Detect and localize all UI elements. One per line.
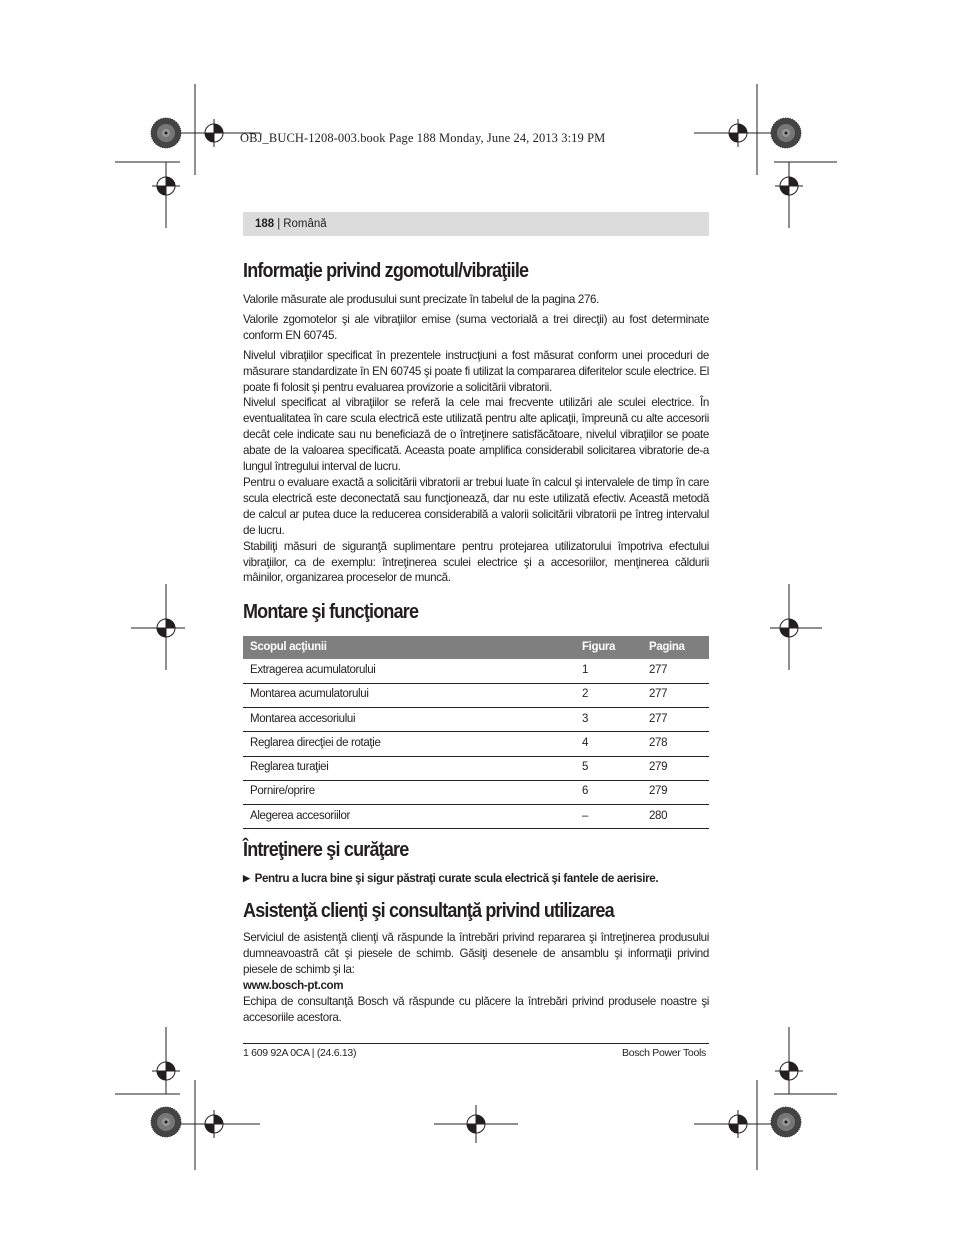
table-row xyxy=(243,780,709,804)
cell-figure: 5 xyxy=(575,756,642,780)
table-row xyxy=(243,707,709,731)
cell-action: Reglarea direcţiei de rotaţie xyxy=(243,732,575,756)
footer-brand: Bosch Power Tools xyxy=(621,1047,706,1059)
heading-assembly-operation: Montare şi funcţionare xyxy=(243,601,419,624)
cell-page: 277 xyxy=(642,683,709,707)
cell-figure: 2 xyxy=(575,683,642,707)
column-header: Scopul acţiunii xyxy=(243,636,575,659)
cell-action: Extragerea acumulatorului xyxy=(243,659,575,683)
paragraph: Nivelul vibraţiilor specificat în prezentele instrucţiuni a fost măsurat conform unei proceduri de măsurare standardizate în EN 60745 şi poate fi utilizat la compararea diferitelor scule electrice. El poate fi folosit şi pentru evaluarea provizorie a solicitării vibratorii. xyxy=(243,348,709,394)
cell-page: 277 xyxy=(642,707,709,731)
paragraph: Valorile măsurate ale produsului sunt precizate în tabelul de la pagina 276. xyxy=(243,293,600,306)
paragraph: Stabiliţi măsuri de siguranţă suplimentare pentru protejarea utilizatorului împotriva efectului vibraţiilor, ca de exemplu: întreţinerea sculei electrice şi a accesoriilor, menţinerea căldurii mâinilor, organizarea proceselor de muncă. xyxy=(243,539,709,585)
page-number: 188 xyxy=(255,218,275,230)
paragraph: Nivelul specificat al vibraţiilor se referă la cele mai frecvente utilizări ale sculei electrice. În eventualitatea în care scula electrică este utilizată pentru alte aplicaţii, împreună cu alte accesorii decât cele indicate sau nu beneficiază de o întreţinere satisfăcătoare, nivelul vibraţiilor se poate abate de la valoarea specificată. Aceasta poate amplifica considerabil solicitarea vibratorie de-a lungul întregului interval de lucru. xyxy=(243,396,709,474)
cell-page: 278 xyxy=(642,732,709,756)
page-language: Română xyxy=(283,218,327,230)
cell-figure: – xyxy=(575,805,642,829)
cell-figure: 6 xyxy=(575,780,642,804)
table-row xyxy=(243,683,709,707)
bullet-item xyxy=(243,871,709,887)
cell-figure: 1 xyxy=(575,659,642,683)
bullet-text: Pentru a lucra bine şi sigur păstraţi curate scula electrică şi fantele de aerisire. xyxy=(254,872,659,886)
paragraph: Serviciul de asistenţă clienţi vă răspunde la întrebări privind repararea şi întreţinerea produsului dumneavoastră cât şi piesele de schimb. Găsiţi desenele de ansamblu şi informaţii privind piesele de schimb şi la: xyxy=(243,931,709,977)
heading-maintenance-cleaning: Întreţinere şi curăţare xyxy=(243,839,409,862)
heading-noise-vibration: Informaţie privind zgomotul/vibraţiile xyxy=(243,260,529,282)
table-row xyxy=(243,659,709,683)
page-content xyxy=(243,258,709,1026)
paragraph: Echipa de consultanţă Bosch vă răspunde cu plăcere la întrebări privind produsele noastre şi accesoriile acestora. xyxy=(243,994,709,1024)
cell-action: Alegerea accesoriilor xyxy=(243,805,575,829)
cell-figure: 3 xyxy=(575,707,642,731)
table-row xyxy=(243,805,709,829)
triangle-bullet-icon: ▶ xyxy=(243,873,250,884)
cell-action: Montarea acumulatorului xyxy=(243,683,575,707)
website-link[interactable]: www.bosch-pt.com xyxy=(243,979,344,993)
page-header-band xyxy=(243,212,709,236)
heading-customer-service: Asistenţă clienţi şi consultanţă privind utilizarea xyxy=(243,900,614,923)
column-header: Pagina xyxy=(642,636,709,659)
page-separator: | xyxy=(277,218,281,230)
cell-action: Reglarea turaţiei xyxy=(243,756,575,780)
cell-action: Pornire/oprire xyxy=(243,780,575,804)
footer-divider xyxy=(243,1043,709,1044)
file-header: OBJ_BUCH-1208-003.book Page 188 Monday, June 24, 2013 3:19 PM xyxy=(240,131,606,145)
table-header-row xyxy=(243,636,709,659)
cell-page: 277 xyxy=(642,659,709,683)
paragraph: Valorile zgomotelor şi ale vibraţiilor emise (suma vectorială a trei direcţii) au fost determinate conform EN 60745. xyxy=(243,312,709,342)
table-row xyxy=(243,756,709,780)
footer-doc-code: 1 609 92A 0CA | (24.6.13) xyxy=(243,1047,357,1059)
column-header: Figura xyxy=(575,636,642,659)
cell-page: 280 xyxy=(642,805,709,829)
table-row xyxy=(243,732,709,756)
cell-page: 279 xyxy=(642,756,709,780)
paragraph: Pentru o evaluare exactă a solicitării vibratorii ar trebui luate în calcul şi intervalele de timp în care scula electrică este deconectată sau funcţionează, dar nu este utilizată efectiv. Aceastã metodă de calcul ar putea duce la reducerea considerabilă a valorii solicitării vibratorii pe întreg intervalul de lucru. xyxy=(243,475,709,537)
operations-table xyxy=(243,636,709,829)
cell-action: Montarea accesoriului xyxy=(243,707,575,731)
cell-figure: 4 xyxy=(575,732,642,756)
cell-page: 279 xyxy=(642,780,709,804)
